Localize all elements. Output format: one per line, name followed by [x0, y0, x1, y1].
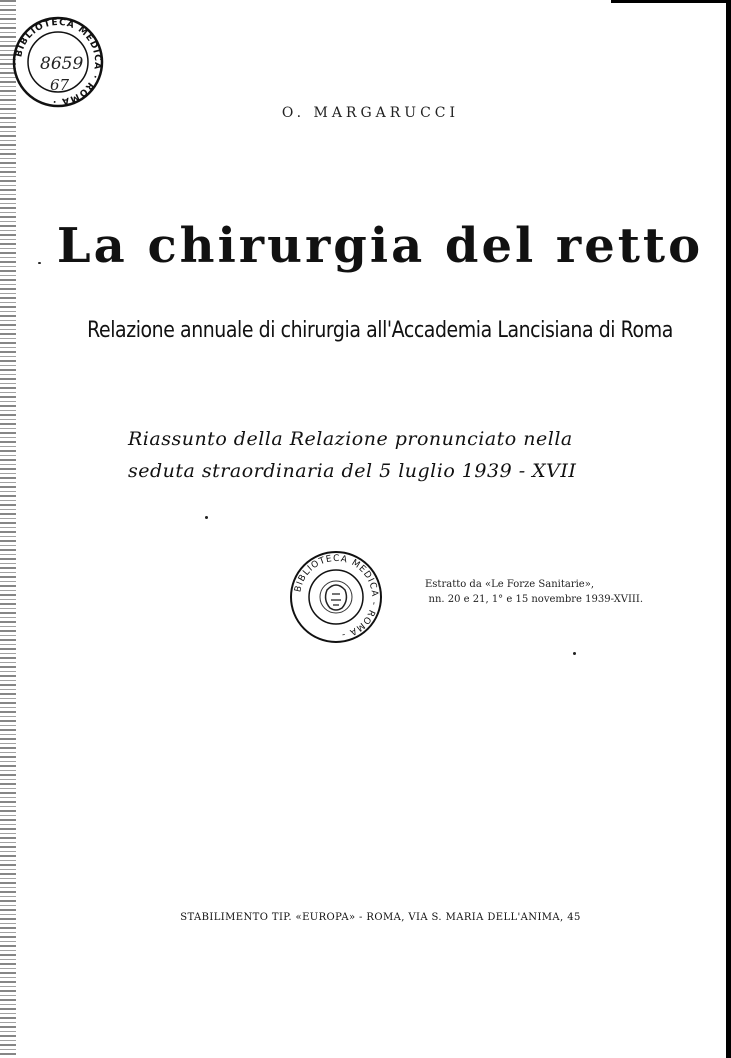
scanned-top-edge	[611, 0, 731, 3]
document-subtitle: Relazione annuale di chirurgia all'Accademia Lancisiana di Roma	[87, 318, 673, 343]
summary-text	[128, 423, 648, 487]
scanned-left-edge	[0, 0, 16, 1058]
svg-text:BIBLIOTECA MEDICA - ROMA -: BIBLIOTECA MEDICA - ROMA -	[293, 553, 380, 640]
svg-text:8659: 8659	[40, 54, 84, 74]
summary-line-2: seduta straordinaria del 5 luglio 1939 - XVII	[128, 460, 577, 482]
scan-speck	[38, 262, 41, 264]
extract-note	[425, 577, 665, 607]
summary-line-1: Riassunto della Relazione pronunciato nella	[128, 428, 573, 450]
printer-imprint: STABILIMENTO TIP. «EUROPA» - ROMA, VIA S. MARIA DELL'ANIMA, 45	[180, 912, 581, 923]
extract-line-1: Estratto da «Le Forze Sanitarie»,	[425, 579, 595, 590]
scanned-right-edge	[726, 0, 731, 1058]
author-name: O. MARGARUCCI	[281, 105, 460, 121]
svg-text:BIBLIOTECA MEDICA · ROMA ·: BIBLIOTECA MEDICA · ROMA ·	[14, 17, 103, 107]
extract-line-2: nn. 20 e 21, 1° e 15 novembre 1939-XVIII.	[428, 594, 643, 605]
library-stamp-middle	[287, 548, 385, 646]
svg-text:67: 67	[50, 76, 70, 94]
document-title: La chirurgia del retto	[56, 218, 704, 274]
scan-speck	[573, 652, 576, 655]
scan-speck	[205, 516, 208, 519]
library-stamp-top	[10, 14, 106, 110]
